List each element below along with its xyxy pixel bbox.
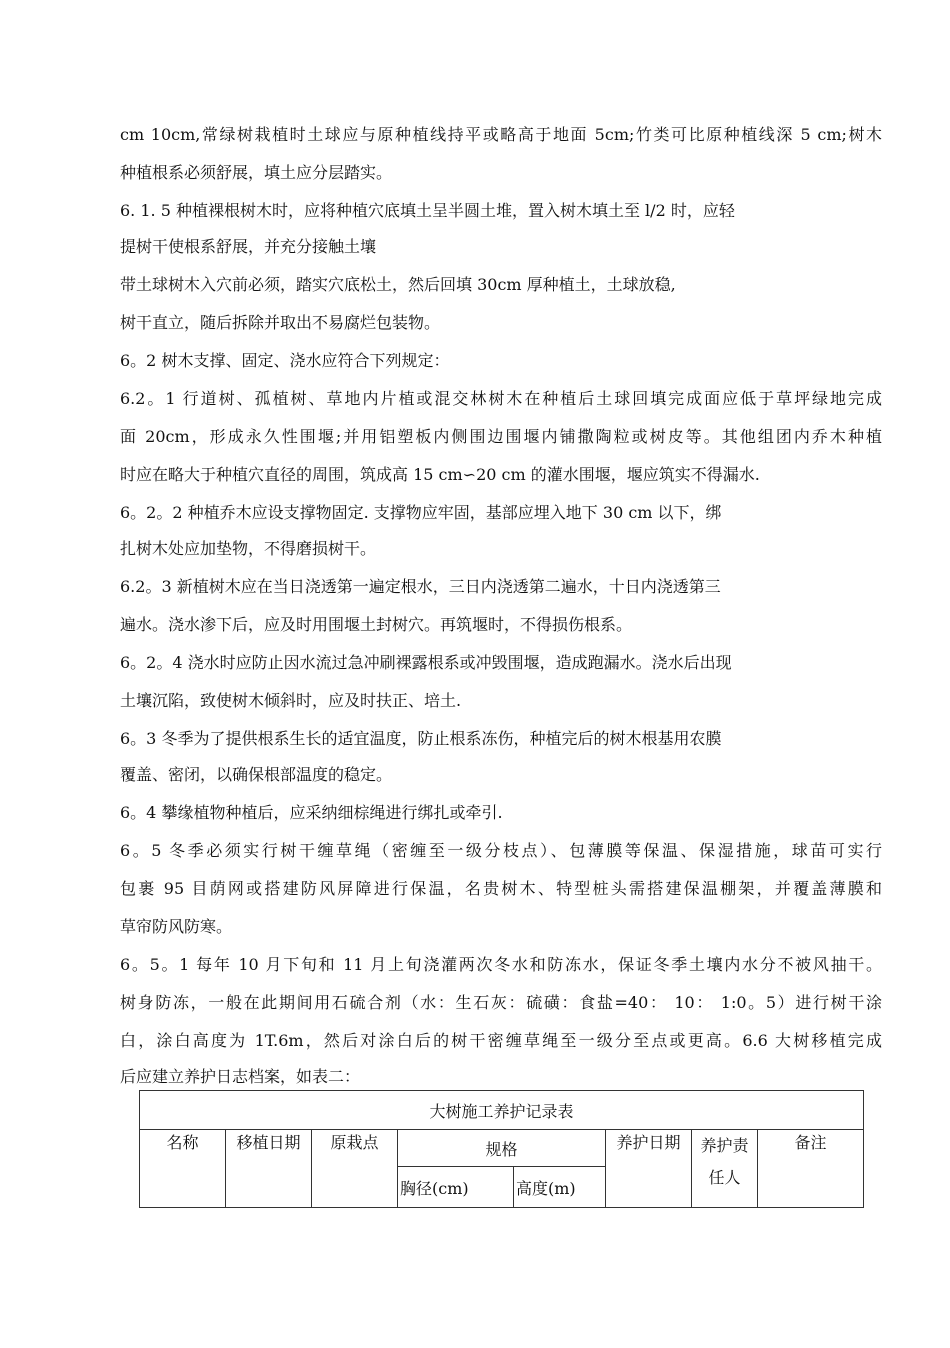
paragraph-line: 扎树木处应加垫物，不得磨损树干。 xyxy=(120,539,377,558)
paragraph-line: 覆盖、密闭，以确保根部温度的稳定。 xyxy=(120,765,393,784)
paragraph-line: 6。2 树木支撑、固定、浇水应符合下列规定： xyxy=(120,351,450,370)
header-transplant-date: 移植日期 xyxy=(226,1130,312,1208)
header-note: 备注 xyxy=(758,1130,864,1208)
paragraph-line: 时应在略大于种植穴直径的周围，筑成高 15 cm∽20 cm 的灌水围堰，堰应筑实不得漏水. xyxy=(120,465,760,484)
header-dbh: 胸径(cm) xyxy=(398,1167,514,1208)
paragraph-line: 6。5 冬季必须实行树干缠草绳（密缠至一级分枝点）、包薄膜等保温、保湿措施，球苗可实行 xyxy=(120,841,882,860)
paragraph-line: cm 10cm,常绿树栽植时土球应与原种植线持平或略高于地面 5cm;竹类可比原种植线深 5 cm;树木 xyxy=(120,125,882,144)
header-care-date: 养护日期 xyxy=(606,1130,692,1208)
paragraph-line: 6.2。1 行道树、孤植树、草地内片植或混交林树木在种植后土球回填完成面应低于草坪绿地完成 xyxy=(120,389,882,408)
paragraph-line: 树干直立，随后拆除并取出不易腐烂包装物。 xyxy=(120,313,441,332)
header-height: 高度(m) xyxy=(514,1167,606,1208)
paragraph-line: 6。5。1 每年 10 月下旬和 11 月上旬浇灌两次冬水和防冻水，保证冬季土壤内水分不被风抽干。 xyxy=(120,955,882,974)
paragraph-line: 6.2。3 新植树木应在当日浇透第一遍定根水，三日内浇透第二遍水，十日内浇透第三 xyxy=(120,577,721,596)
paragraph-line: 6。4 攀缘植物种植后，应采纳细棕绳进行绑扎或牵引. xyxy=(120,803,503,822)
paragraph-line: 土壤沉陷，致使树木倾斜时，应及时扶正、培土. xyxy=(120,691,462,710)
header-name: 名称 xyxy=(140,1130,226,1208)
header-responsible-line1: 养护责 xyxy=(700,1136,749,1155)
header-spec: 规格 xyxy=(398,1130,606,1167)
paragraph-line: 提树干使根系舒展，并充分接触土壤 xyxy=(120,237,377,256)
paragraph-line: 6。2。2 种植乔木应设支撑物固定. 支撑物应牢固，基部应埋入地下 30 cm 以下，绑 xyxy=(120,503,722,522)
header-responsible xyxy=(692,1130,758,1208)
paragraph-line: 带土球树木入穴前必须，踏实穴底松土，然后回填 30cm 厚种植土，土球放稳, xyxy=(120,275,676,294)
paragraph-line: 6. 1. 5 种植裸根树木时，应将种植穴底填土呈半圆土堆，置入树木填土至 l/2 时，应轻 xyxy=(120,201,735,220)
paragraph-line: 面 20cm，形成永久性围堰;并用铝塑板内侧围边围堰内铺撒陶粒或树皮等。其他组团内乔木种植 xyxy=(120,427,882,446)
paragraph-line: 遍水。浇水渗下后，应及时用围堰土封树穴。再筑堰时，不得损伤根系。 xyxy=(120,615,633,634)
paragraph-line: 树身防冻，一般在此期间用石硫合剂（水：生石灰：硫磺：食盐=40： 10： 1:0。5）进行树干涂 xyxy=(120,993,882,1012)
paragraph-line: 6。3 冬季为了提供根系生长的适宜温度，防止根系冻伤，种植完后的树木根基用农膜 xyxy=(120,729,722,748)
paragraph-line: 草帘防风防寒。 xyxy=(120,917,233,936)
paragraph-line: 白，涂白高度为 1T.6m，然后对涂白后的树干密缠草绳至一级分至点或更高。6.6 大树移植完成 xyxy=(120,1031,882,1050)
page-bottom-margin xyxy=(139,1208,865,1348)
paragraph-line: 种植根系必须舒展，填土应分层踏实。 xyxy=(120,163,393,182)
paragraph-line: 包裹 95 目荫网或搭建防风屏障进行保温，名贵树木、特型桩头需搭建保温棚架，并覆盖薄膜和 xyxy=(120,879,882,898)
table-title: 大树施工养护记录表 xyxy=(140,1091,864,1130)
paragraph-line: 6。2。4 浇水时应防止因水流过急冲刷裸露根系或冲毁围堰，造成跑漏水。浇水后出现 xyxy=(120,653,732,672)
paragraph-line: 后应建立养护日志档案，如表二： xyxy=(120,1067,361,1086)
header-origin: 原栽点 xyxy=(312,1130,398,1208)
header-responsible-line2: 任人 xyxy=(708,1168,741,1187)
